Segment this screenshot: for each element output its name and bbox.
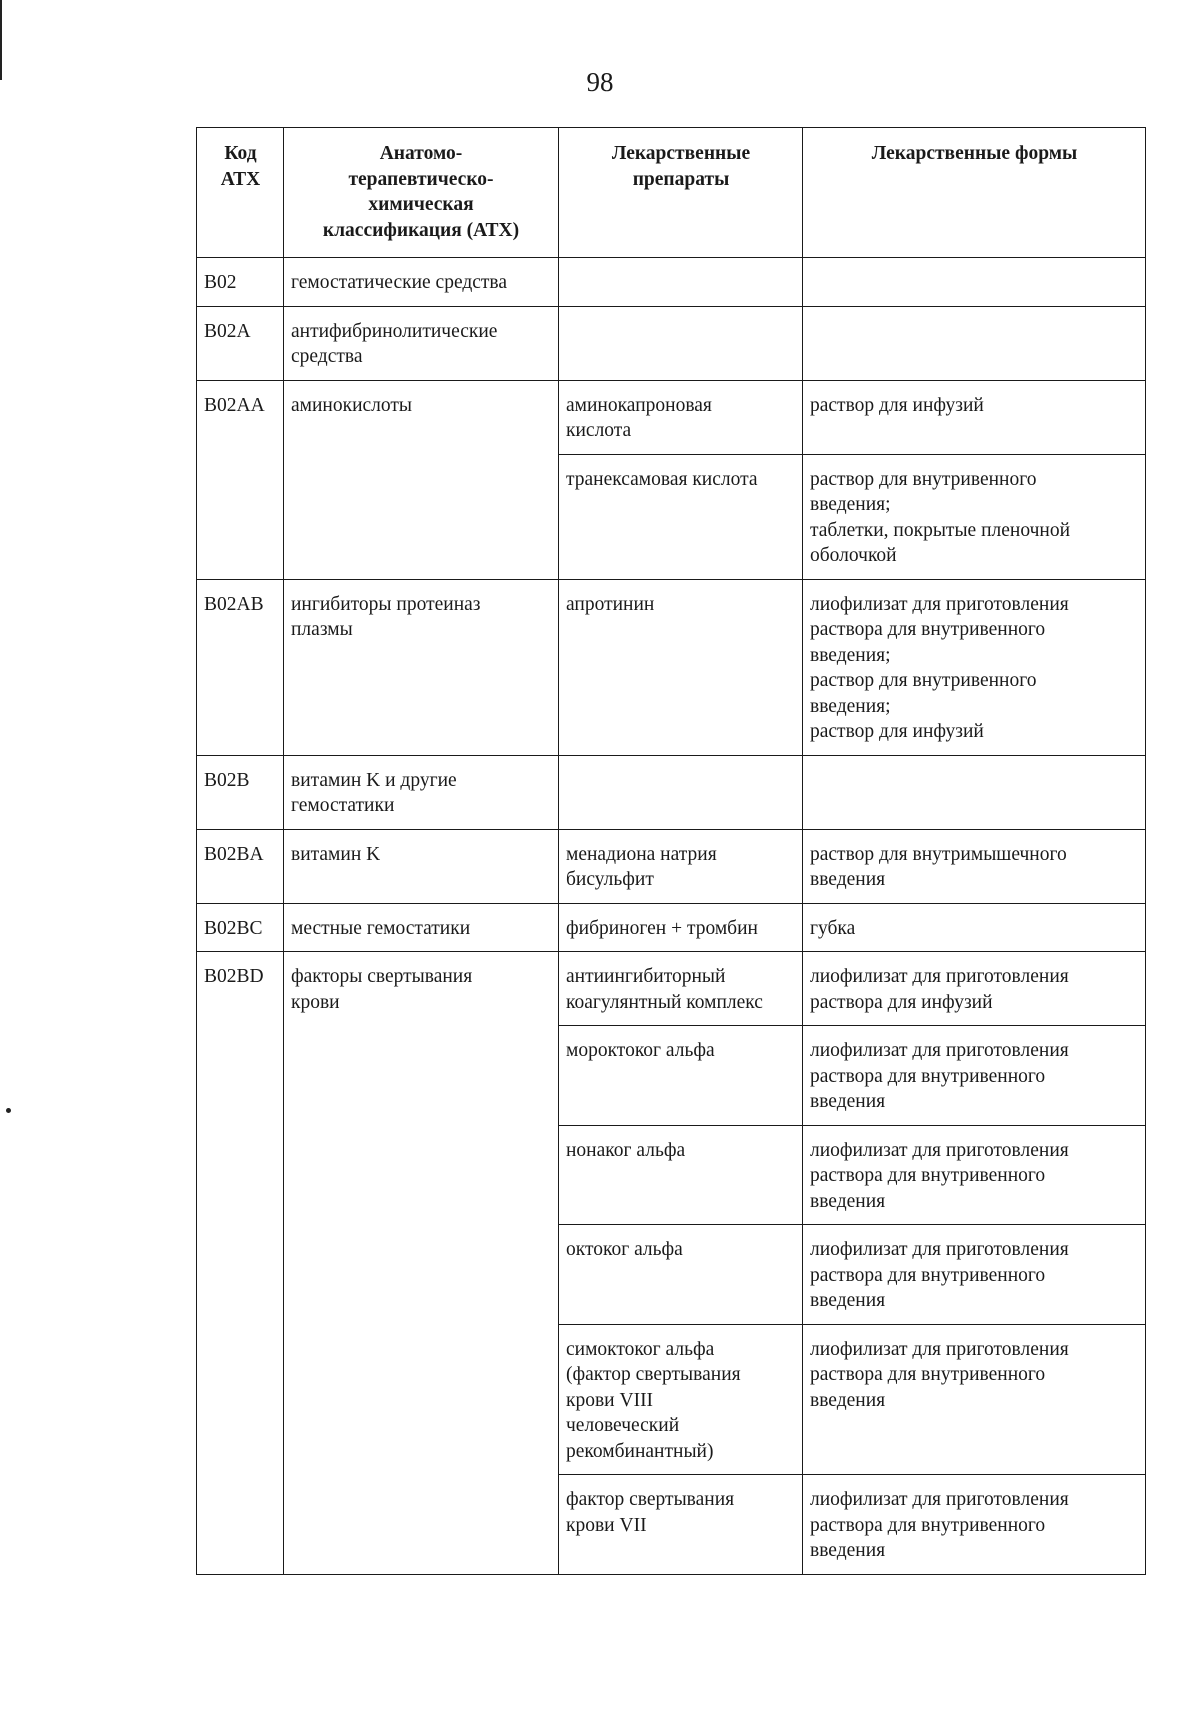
table-body bbox=[197, 258, 1146, 1575]
drug-cell bbox=[559, 755, 803, 829]
drug-cell bbox=[559, 306, 803, 380]
drug-cell: менадиона натрия бисульфит bbox=[559, 829, 803, 903]
dosage-form-cell: раствор для внутривенного введения; таблетки, покрытые пленочной оболочкой bbox=[803, 454, 1146, 579]
header-code: Код АТХ bbox=[197, 128, 284, 258]
drug-cell bbox=[559, 258, 803, 307]
table-row bbox=[197, 258, 1146, 307]
dosage-form-cell: лиофилизат для приготовления раствора для внутривенного введения; раствор для внутривенного введения; раствор для инфузий bbox=[803, 579, 1146, 755]
drug-cell: антиингибиторный коагулянтный комплекс bbox=[559, 952, 803, 1026]
dosage-form-cell: раствор для инфузий bbox=[803, 380, 1146, 454]
drug-cell: апротинин bbox=[559, 579, 803, 755]
drug-cell: симоктоког альфа (фактор свертывания крови VIII человеческий рекомбинантный) bbox=[559, 1324, 803, 1475]
classification-cell: ингибиторы протеиназ плазмы bbox=[284, 579, 559, 755]
dosage-form-cell: лиофилизат для приготовления раствора для инфузий bbox=[803, 952, 1146, 1026]
atx-code-cell: B02B bbox=[197, 755, 284, 829]
drug-cell: аминокапроновая кислота bbox=[559, 380, 803, 454]
table-row bbox=[197, 829, 1146, 903]
header-drugs: Лекарственные препараты bbox=[559, 128, 803, 258]
atx-code-cell: B02AA bbox=[197, 380, 284, 579]
header-row bbox=[197, 128, 1146, 258]
table-row bbox=[197, 380, 1146, 454]
table-row bbox=[197, 306, 1146, 380]
classification-cell: местные гемостатики bbox=[284, 903, 559, 952]
atx-code-cell: B02A bbox=[197, 306, 284, 380]
dosage-form-cell: лиофилизат для приготовления раствора для внутривенного введения bbox=[803, 1475, 1146, 1575]
classification-cell: витамин K и другие гемостатики bbox=[284, 755, 559, 829]
dosage-form-cell: лиофилизат для приготовления раствора для внутривенного введения bbox=[803, 1324, 1146, 1475]
atx-table bbox=[196, 127, 1146, 1575]
drug-cell: октоког альфа bbox=[559, 1225, 803, 1325]
dosage-form-cell: лиофилизат для приготовления раствора для внутривенного введения bbox=[803, 1225, 1146, 1325]
drug-cell: фибриноген + тромбин bbox=[559, 903, 803, 952]
header-classification: Анатомо- терапевтическо- химическая классификация (АТХ) bbox=[284, 128, 559, 258]
page-number: 98 bbox=[586, 67, 614, 97]
classification-cell: аминокислоты bbox=[284, 380, 559, 579]
table-header bbox=[197, 128, 1146, 258]
table-row bbox=[197, 903, 1146, 952]
atx-code-cell: B02 bbox=[197, 258, 284, 307]
table-row bbox=[197, 755, 1146, 829]
dosage-form-cell: лиофилизат для приготовления раствора для внутривенного введения bbox=[803, 1026, 1146, 1126]
classification-cell: витамин K bbox=[284, 829, 559, 903]
classification-cell: гемостатические средства bbox=[284, 258, 559, 307]
table-row bbox=[197, 579, 1146, 755]
drug-cell: транексамовая кислота bbox=[559, 454, 803, 579]
dosage-form-cell: раствор для внутримышечного введения bbox=[803, 829, 1146, 903]
dosage-form-cell: лиофилизат для приготовления раствора для внутривенного введения bbox=[803, 1125, 1146, 1225]
classification-cell: антифибринолитические средства bbox=[284, 306, 559, 380]
atx-code-cell: B02BC bbox=[197, 903, 284, 952]
header-forms: Лекарственные формы bbox=[803, 128, 1146, 258]
atx-code-cell: B02BA bbox=[197, 829, 284, 903]
dosage-form-cell bbox=[803, 258, 1146, 307]
drug-cell: мороктоког альфа bbox=[559, 1026, 803, 1126]
dosage-form-cell bbox=[803, 755, 1146, 829]
drug-cell: нонаког альфа bbox=[559, 1125, 803, 1225]
drug-cell: фактор свертывания крови VII bbox=[559, 1475, 803, 1575]
dosage-form-cell bbox=[803, 306, 1146, 380]
atx-code-cell: B02BD bbox=[197, 952, 284, 1575]
dosage-form-cell: губка bbox=[803, 903, 1146, 952]
classification-cell: факторы свертывания крови bbox=[284, 952, 559, 1575]
table-row bbox=[197, 952, 1146, 1026]
atx-code-cell: B02AB bbox=[197, 579, 284, 755]
scan-artifact-dot bbox=[6, 1108, 11, 1113]
